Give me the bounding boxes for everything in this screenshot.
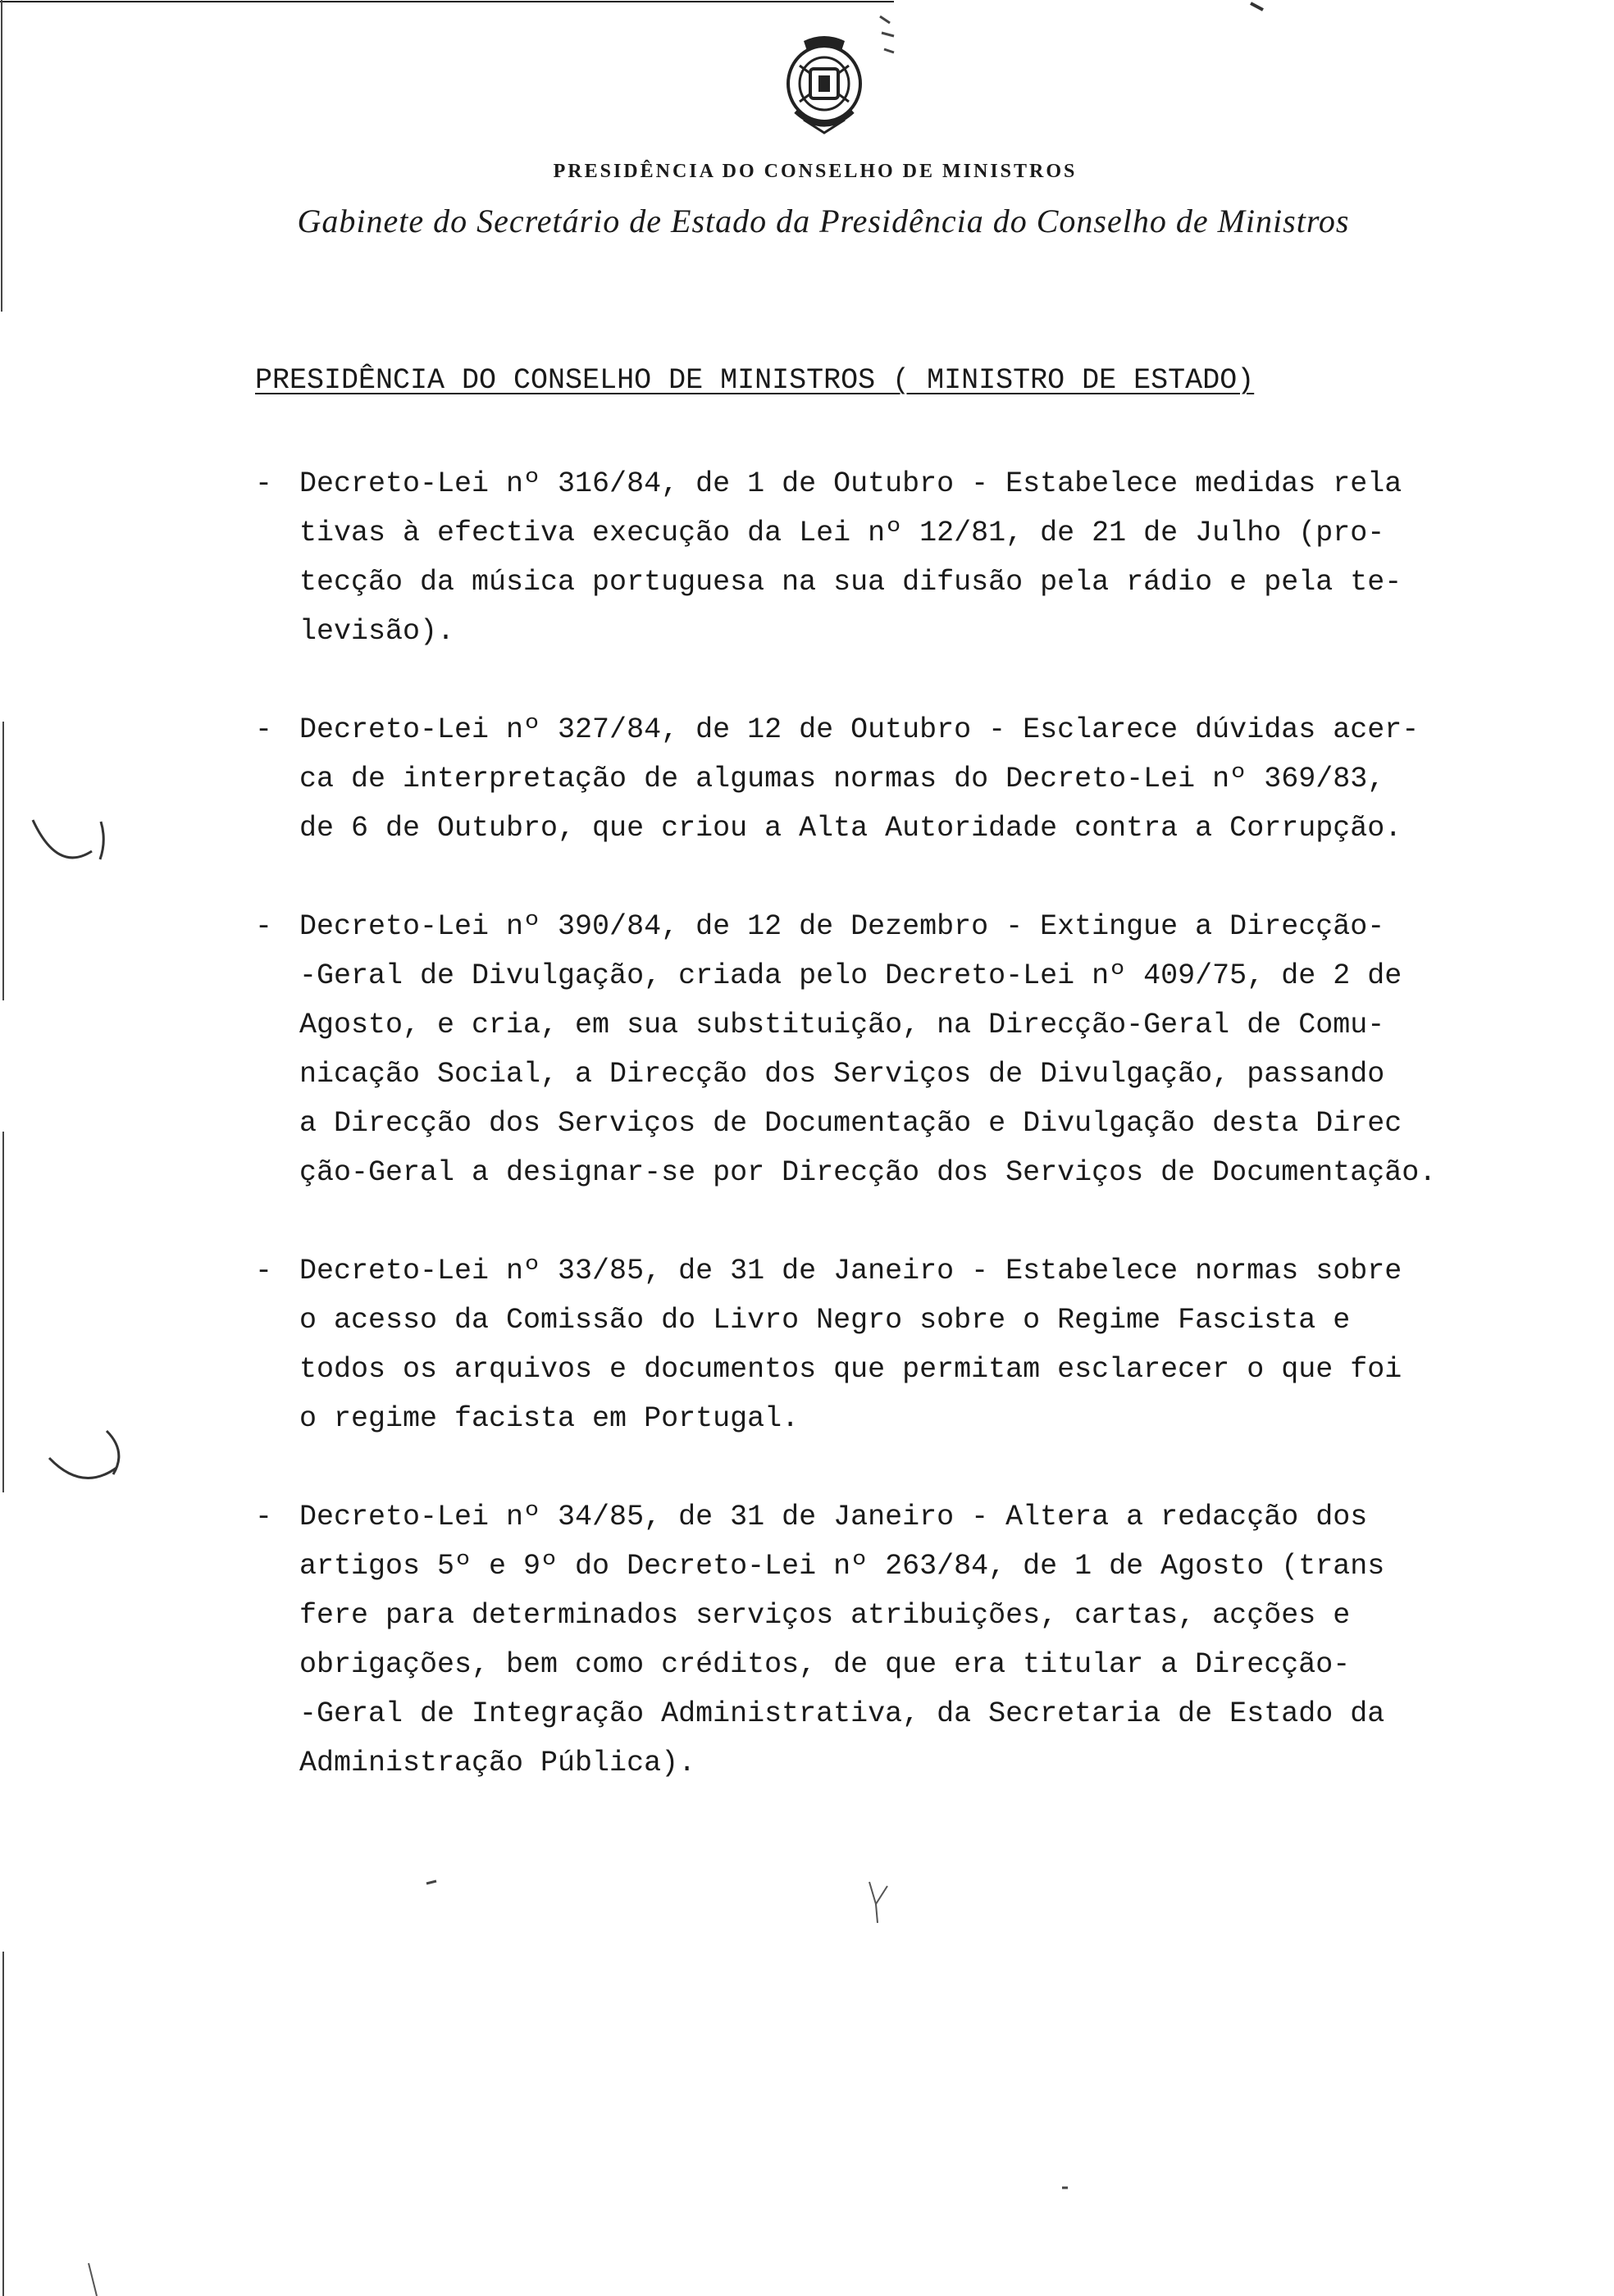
decree-entry (255, 705, 1600, 853)
entry-line: ção-Geral a designar-se por Direcção dos Serviços de Documentação. (299, 1156, 1437, 1189)
entry-line: levisão). (299, 615, 455, 648)
entry-line: a Direcção dos Serviços de Documentação e Divulgação desta Direc (299, 1107, 1402, 1140)
entry-line: ca de interpretação de algumas normas do Decreto-Lei nº 369/83, (299, 763, 1385, 795)
entry-line: fere para determinados serviços atribuições, cartas, acções e (299, 1599, 1351, 1632)
entry-line: -Geral de Divulgação, criada pelo Decreto-Lei nº 409/75, de 2 de (299, 959, 1402, 992)
entry-line: o acesso da Comissão do Livro Negro sobre o Regime Fascista e (299, 1304, 1351, 1337)
entry-line: Decreto-Lei nº 33/85, de 31 de Janeiro - Estabelece normas sobre (299, 1255, 1402, 1287)
entry-line: nicação Social, a Direcção dos Serviços de Divulgação, passando (299, 1058, 1385, 1091)
letterhead-subtitle: Gabinete do Secretário de Estado da Presidência do Conselho de Ministros (297, 203, 1350, 239)
entry-line: de 6 de Outubro, que criou a Alta Autoridade contra a Corrupção. (299, 812, 1402, 845)
decree-entry (255, 1492, 1600, 1788)
entry-dash: - (255, 1501, 273, 1533)
entry-line: -Geral de Integração Administrativa, da Secretaria de Estado da (299, 1697, 1385, 1730)
decree-entry (255, 459, 1600, 656)
entry-dash: - (255, 910, 273, 943)
letterhead-organization: PRESIDÊNCIA DO CONSELHO DE MINISTROS (553, 161, 1078, 182)
entry-line: artigos 5º e 9º do Decreto-Lei nº 263/84, de 1 de Agosto (trans (299, 1550, 1385, 1583)
entry-line: Decreto-Lei nº 316/84, de 1 de Outubro - Estabelece medidas rela (299, 467, 1402, 500)
entry-line: Decreto-Lei nº 390/84, de 12 de Dezembro - Extingue a Direcção- (299, 910, 1385, 943)
section-heading: PRESIDÊNCIA DO CONSELHO DE MINISTROS ( MINISTRO DE ESTADO) (255, 364, 1255, 397)
entry-dash: - (255, 1255, 273, 1287)
entry-line: Administração Pública). (299, 1747, 696, 1779)
entry-dash: - (255, 713, 273, 746)
entry-line: obrigações, bem como créditos, de que era titular a Direcção- (299, 1648, 1351, 1681)
entry-line: todos os arquivos e documentos que permitam esclarecer o que foi (299, 1353, 1402, 1386)
entry-line: Agosto, e cria, em sua substituição, na Direcção-Geral de Comu- (299, 1009, 1385, 1041)
entry-line: o regime facista em Portugal. (299, 1402, 800, 1435)
entry-line: Decreto-Lei nº 34/85, de 31 de Janeiro - Altera a redacção dos (299, 1501, 1368, 1533)
decree-entry (255, 902, 1600, 1197)
entry-line: tecção da música portuguesa na sua difusão pela rádio e pela te- (299, 566, 1402, 599)
portuguese-coat-of-arms-emblem (779, 33, 869, 139)
entry-dash: - (255, 467, 273, 500)
decree-entry (255, 1246, 1600, 1443)
decree-list (255, 459, 1600, 1837)
entry-line: Decreto-Lei nº 327/84, de 12 de Outubro - Esclarece dúvidas acer- (299, 713, 1420, 746)
entry-line: tivas à efectiva execução da Lei nº 12/81, de 21 de Julho (pro- (299, 517, 1385, 549)
